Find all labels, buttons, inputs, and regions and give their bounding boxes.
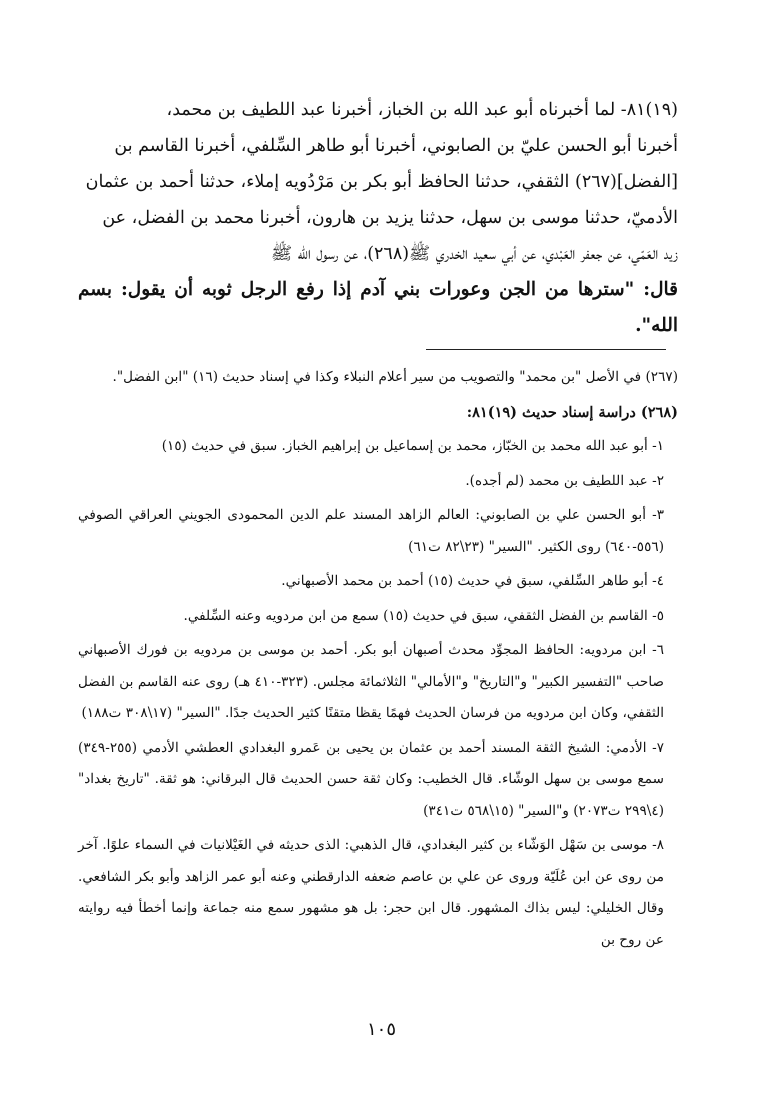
main-line-1: (١٩)٨١- لما أخبرناه أبو عبد الله بن الخباز، أخبرنا عبد اللطيف بن محمد، bbox=[166, 100, 678, 120]
footnote-item-4: ٤- أبو طاهر السِّلفي، سبق في حديث (١٥) أحمد بن محمد الأصبهاني. bbox=[281, 573, 664, 589]
footnote-item-8: ٨- موسى بن سَهْل الوَشّاء بن كثير البغدادي، قال الذهبي: الذى حديثه في الغَيْلانيات في السماء علوًا. آخر من روى عن ابن عُلَيّة وروى عن علي بن عاصم ضعفه الدارقطني وعنه أبو عمر الزاهد وأبو بكر الشافعي. وقال الخليلي: ليس بذاك المشهور. قال ابن حجر: بل هو مشهور سمع منه جماعة وإنما أخطأ فيه روايته عن روح بن bbox=[78, 837, 664, 948]
footnote-item-6: ٦- ابن مردويه: الحافظ المجوِّد محدث أصبهان أبو بكر. أحمد بن موسى بن مردويه بن فورك الأصبهاني صاحب "التفسير الكبير" و"التاريخ" و"الأمالي" الثلاثمائة مجلس. (٣٢٣-٤١٠ هـ) روى عنه القاسم بن الفضل الثقفي، وكان ابن مردويه من فرسان الحديث فهمًا يقظا متقنًا كثير الحديث جدًا. "السير" (١٧\٣٠٨ ت١٨٨) bbox=[78, 642, 664, 721]
main-line-2: أخبرنا أبو الحسن عليّ بن الصابوني، أخبرنا أبو طاهر السِّلفي، أخبرنا القاسم بن bbox=[114, 136, 678, 156]
main-line-5: زيد العَمّي، عن جعفر العَبْدي، عن أبي سعيد الخدري ﷺ(٢٦٨)، عن رسول الله ﷺ bbox=[270, 244, 678, 264]
main-line-3: [الفضل](٢٦٧) الثقفي، حدثنا الحافظ أبو بكر بن مَرْدُويه إملاء، حدثنا أحمد بن عثمان bbox=[85, 172, 678, 192]
main-final-line: قال: "سترها من الجن وعورات بني آدم إذا رفع الرجل ثوبه أن يقول: بسم الله". bbox=[78, 279, 678, 336]
footnote-item-3: ٣- أبو الحسن علي بن الصابوني: العالم الزاهد المسند علم الدين المحمودى الجويني العراقي الصوفي (٥٥٦-٦٤٠) روى الكثير. "السير" (٢٣\٨٢ ت٦١) bbox=[78, 507, 664, 555]
footnote-267: (٢٦٧) في الأصل "بن محمد" والتصويب من سير أعلام النبلاء وكذا في إسناد حديث (١٦) "ابن الفضل". bbox=[112, 369, 678, 385]
footnote-divider bbox=[426, 349, 666, 350]
footnote-item-5: ٥- القاسم بن الفضل الثقفي، سبق في حديث (١٥) سمع من ابن مردويه وعنه السِّلفي. bbox=[183, 607, 664, 624]
footnote-item-2: ٢- عبد اللطيف بن محمد (لم أجده). bbox=[465, 472, 664, 489]
footnote-item-1: ١- أبو عبد الله محمد بن الخبّاز، محمد بن إسماعيل بن إبراهيم الخباز. سبق في حديث (١٥) bbox=[161, 438, 664, 454]
footnotes bbox=[78, 362, 678, 959]
footnote-268-title: (٢٦٨) دراسة إسناد حديث (١٩)٨١: bbox=[466, 403, 678, 421]
footnote-item-7: ٧- الأدمي: الشيخ الثقة المسند أحمد بن عثمان بن يحيى بن عَمرو البغدادي العطشي الأدمي (٢٥٥-٣٤٩) سمع موسى بن سهل الوشّاء. قال الخطيب: وكان ثقة حسن الحديث قال البرقاني: هو ثقة. "تاريخ بغداد" (٤\٢٩٩ ت٢٠٧٣) و"السير" (١٥\٥٦٨ ت٣٤١) bbox=[78, 739, 664, 819]
page-number: ١٠٥ bbox=[366, 1019, 396, 1040]
main-line-4: الأدميّ، حدثنا موسى بن سهل، حدثنا يزيد بن هارون، أخبرنا محمد بن الفضل، عن bbox=[102, 208, 678, 228]
main-text bbox=[78, 92, 678, 344]
